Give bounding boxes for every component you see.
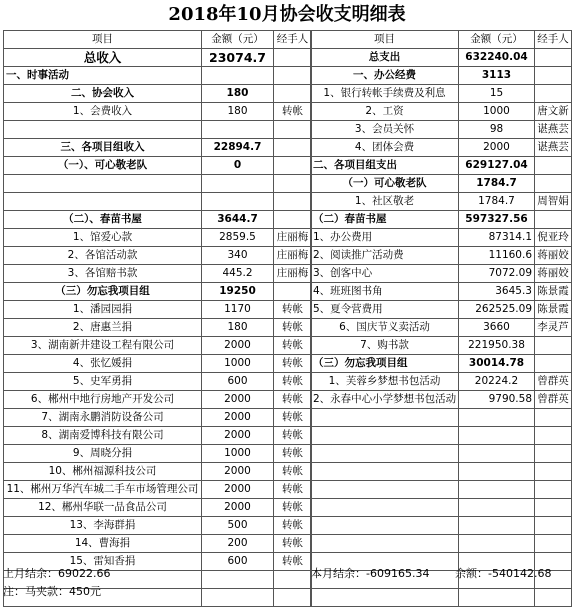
income-row xyxy=(4,535,312,553)
expense-item-cell: 3、会员关怀 xyxy=(311,121,459,139)
income-item-cell: 总收入 xyxy=(4,49,202,67)
expense-header-row xyxy=(311,31,572,49)
income-item-cell xyxy=(4,121,202,139)
expense-handler-cell xyxy=(535,517,572,535)
expense-amount-cell: 262525.09 xyxy=(459,301,535,319)
income-handler-cell xyxy=(274,193,312,211)
expense-row xyxy=(311,337,572,355)
income-amount-cell: 0 xyxy=(202,157,274,175)
income-amount-cell: 3644.7 xyxy=(202,211,274,229)
income-item-cell: 3、湖南新井建设工程有限公司 xyxy=(4,337,202,355)
income-item-cell: 10、郴州福源科技公司 xyxy=(4,463,202,481)
expense-header-amount: 金额（元） xyxy=(459,31,535,49)
income-amount-cell: 2000 xyxy=(202,481,274,499)
income-row xyxy=(4,391,312,409)
expense-row xyxy=(311,229,572,247)
expense-amount-cell: 1784.7 xyxy=(459,175,535,193)
expense-amount-cell xyxy=(459,517,535,535)
expense-amount-cell: 1000 xyxy=(459,103,535,121)
expense-row xyxy=(311,535,572,553)
expense-amount-cell: 1784.7 xyxy=(459,193,535,211)
expense-amount-cell xyxy=(459,535,535,553)
income-handler-cell: 转帐 xyxy=(274,553,312,571)
income-item-cell: 11、郴州万华汽车城二手车市场管理公司 xyxy=(4,481,202,499)
expense-row xyxy=(311,139,572,157)
income-handler-cell xyxy=(274,67,312,85)
income-row xyxy=(4,445,312,463)
expense-item-cell: 2、工资 xyxy=(311,103,459,121)
income-item-cell: 5、史军勇捐 xyxy=(4,373,202,391)
expense-amount-cell: 15 xyxy=(459,85,535,103)
income-amount-cell: 2000 xyxy=(202,409,274,427)
income-item-cell: 15、雷知香捐 xyxy=(4,553,202,571)
expense-item-cell: （一）可心敬老队 xyxy=(311,175,459,193)
income-item-cell: 9、周晓分捐 xyxy=(4,445,202,463)
income-header-handler: 经手人 xyxy=(274,31,312,49)
income-item-cell: 二、协会收入 xyxy=(4,85,202,103)
income-item-cell: 1、潘园园捐 xyxy=(4,301,202,319)
income-amount-cell: 500 xyxy=(202,517,274,535)
expense-row xyxy=(311,193,572,211)
income-handler-cell xyxy=(274,175,312,193)
expense-handler-cell: 谌燕芸 xyxy=(535,139,572,157)
income-item-cell: 14、曹海捐 xyxy=(4,535,202,553)
expense-amount-cell: 2000 xyxy=(459,139,535,157)
income-handler-cell xyxy=(274,211,312,229)
income-row xyxy=(4,427,312,445)
expense-row xyxy=(311,499,572,517)
income-item-cell: 7、湖南永鹏消防设备公司 xyxy=(4,409,202,427)
income-item-cell xyxy=(4,193,202,211)
expense-amount-cell: 20224.2 xyxy=(459,373,535,391)
income-row xyxy=(4,121,312,139)
income-amount-cell: 2000 xyxy=(202,463,274,481)
expense-row xyxy=(311,103,572,121)
expense-row xyxy=(311,409,572,427)
income-row xyxy=(4,499,312,517)
expense-row xyxy=(311,373,572,391)
expense-item-cell: 一、办公经费 xyxy=(311,67,459,85)
expense-item-cell: 4、团体会费 xyxy=(311,139,459,157)
expense-row xyxy=(311,67,572,85)
expense-amount-cell xyxy=(459,481,535,499)
income-row xyxy=(4,481,312,499)
expense-item-cell: 1、办公费用 xyxy=(311,229,459,247)
expense-item-cell xyxy=(311,517,459,535)
expense-handler-cell xyxy=(535,175,572,193)
income-amount-cell: 23074.7 xyxy=(202,49,274,67)
expense-row xyxy=(311,49,572,67)
income-handler-cell xyxy=(274,157,312,175)
income-item-cell: 1、馆爱心款 xyxy=(4,229,202,247)
expense-handler-cell xyxy=(535,157,572,175)
expense-amount-cell xyxy=(459,409,535,427)
expense-handler-cell xyxy=(535,499,572,517)
income-amount-cell: 2000 xyxy=(202,391,274,409)
expense-row xyxy=(311,517,572,535)
expense-row xyxy=(311,175,572,193)
expense-row xyxy=(311,463,572,481)
income-header-amount: 金额（元） xyxy=(202,31,274,49)
expense-item-cell: 3、创客中心 xyxy=(311,265,459,283)
expense-item-cell xyxy=(311,409,459,427)
income-amount-cell xyxy=(202,67,274,85)
expense-amount-cell: 221950.38 xyxy=(459,337,535,355)
expense-handler-cell xyxy=(535,409,572,427)
income-item-cell: 一、时事活动 xyxy=(4,67,202,85)
expense-handler-cell xyxy=(535,445,572,463)
income-amount-cell: 600 xyxy=(202,553,274,571)
income-row xyxy=(4,139,312,157)
expense-amount-cell: 629127.04 xyxy=(459,157,535,175)
expense-row xyxy=(311,319,572,337)
income-amount-cell: 1000 xyxy=(202,445,274,463)
expense-item-cell xyxy=(311,535,459,553)
expense-amount-cell: 11160.6 xyxy=(459,247,535,265)
income-handler-cell: 转帐 xyxy=(274,391,312,409)
income-row xyxy=(4,175,312,193)
income-handler-cell: 转帐 xyxy=(274,319,312,337)
income-header-item: 项目 xyxy=(4,31,202,49)
income-row xyxy=(4,157,312,175)
footnote: 注：马夹款：450元 xyxy=(3,585,101,598)
income-amount-cell: 2000 xyxy=(202,499,274,517)
income-item-cell: 6、郴州中地行房地产开发公司 xyxy=(4,391,202,409)
income-row xyxy=(4,229,312,247)
income-row xyxy=(4,49,312,67)
income-handler-cell: 转帐 xyxy=(274,355,312,373)
expense-row xyxy=(311,85,572,103)
last-month-balance: 上月结余：69022.66 xyxy=(3,567,111,580)
income-handler-cell: 转帐 xyxy=(274,481,312,499)
income-item-cell xyxy=(4,175,202,193)
income-item-cell: 12、郴州华联一品食品公司 xyxy=(4,499,202,517)
expense-handler-cell xyxy=(535,337,572,355)
income-item-cell: 4、张忆媛捐 xyxy=(4,355,202,373)
income-handler-cell: 转帐 xyxy=(274,427,312,445)
expense-item-cell: 2、阅读推广活动费 xyxy=(311,247,459,265)
expense-row xyxy=(311,157,572,175)
expense-table xyxy=(310,30,572,607)
remaining-balance: 余额：-540142.68 xyxy=(455,567,552,580)
expense-handler-cell xyxy=(535,535,572,553)
expense-handler-cell xyxy=(535,355,572,373)
expense-section xyxy=(310,30,572,607)
income-handler-cell: 庄丽梅 xyxy=(274,247,312,265)
income-amount-cell: 445.2 xyxy=(202,265,274,283)
income-row xyxy=(4,247,312,265)
expense-handler-cell xyxy=(535,211,572,229)
income-row xyxy=(4,409,312,427)
expense-row xyxy=(311,481,572,499)
income-amount-cell: 1000 xyxy=(202,355,274,373)
expense-item-cell: 总支出 xyxy=(311,49,459,67)
expense-handler-cell: 周智娟 xyxy=(535,193,572,211)
expense-handler-cell: 蒋丽姣 xyxy=(535,247,572,265)
income-section xyxy=(3,30,312,607)
income-amount-cell: 200 xyxy=(202,535,274,553)
income-row xyxy=(4,373,312,391)
expense-handler-cell: 曾群英 xyxy=(535,391,572,409)
expense-amount-cell: 632240.04 xyxy=(459,49,535,67)
income-handler-cell xyxy=(274,85,312,103)
expense-item-cell: （二）春苗书屋 xyxy=(311,211,459,229)
expense-item-cell: 1、银行转帐手续费及利息 xyxy=(311,85,459,103)
expense-row xyxy=(311,247,572,265)
income-handler-cell: 转帐 xyxy=(274,517,312,535)
expense-handler-cell: 倪亚玲 xyxy=(535,229,572,247)
expense-amount-cell: 3660 xyxy=(459,319,535,337)
income-handler-cell: 庄丽梅 xyxy=(274,265,312,283)
income-amount-cell: 1170 xyxy=(202,301,274,319)
expense-amount-cell: 30014.78 xyxy=(459,355,535,373)
income-handler-cell: 转帐 xyxy=(274,103,312,121)
expense-amount-cell: 597327.56 xyxy=(459,211,535,229)
expense-amount-cell xyxy=(459,445,535,463)
income-amount-cell: 2000 xyxy=(202,337,274,355)
expense-item-cell: 1、社区敬老 xyxy=(311,193,459,211)
expense-handler-cell: 蒋丽姣 xyxy=(535,265,572,283)
expense-item-cell: 5、夏令营费用 xyxy=(311,301,459,319)
expense-amount-cell: 98 xyxy=(459,121,535,139)
expense-handler-cell xyxy=(535,481,572,499)
expense-item-cell xyxy=(311,463,459,481)
expense-row xyxy=(311,355,572,373)
income-row xyxy=(4,67,312,85)
expense-row xyxy=(311,121,572,139)
income-handler-cell: 庄丽梅 xyxy=(274,229,312,247)
income-amount-cell: 180 xyxy=(202,103,274,121)
income-row xyxy=(4,283,312,301)
income-item-cell: （一）、可心敬老队 xyxy=(4,157,202,175)
expense-amount-cell: 3113 xyxy=(459,67,535,85)
expense-amount-cell: 87314.1 xyxy=(459,229,535,247)
expense-handler-cell: 唐文新 xyxy=(535,103,572,121)
income-handler-cell: 转帐 xyxy=(274,409,312,427)
income-item-cell: 13、李海群捐 xyxy=(4,517,202,535)
income-amount-cell: 2000 xyxy=(202,427,274,445)
income-amount-cell: 340 xyxy=(202,247,274,265)
expense-item-cell: 1、芙蓉乡梦想书包活动 xyxy=(311,373,459,391)
income-handler-cell xyxy=(274,49,312,67)
income-amount-cell xyxy=(202,193,274,211)
expense-amount-cell: 7072.09 xyxy=(459,265,535,283)
expense-row xyxy=(311,211,572,229)
income-row xyxy=(4,463,312,481)
income-row xyxy=(4,319,312,337)
income-item-cell: 1、会费收入 xyxy=(4,103,202,121)
income-row xyxy=(4,517,312,535)
income-amount-cell: 600 xyxy=(202,373,274,391)
income-handler-cell: 转帐 xyxy=(274,463,312,481)
this-month-balance: 本月结余：-609165.34 xyxy=(311,567,430,580)
income-row xyxy=(4,211,312,229)
income-item-cell: （二）、春苗书屋 xyxy=(4,211,202,229)
expense-handler-cell xyxy=(535,49,572,67)
income-row xyxy=(4,103,312,121)
expense-row xyxy=(311,391,572,409)
expense-item-cell: 2、永春中心小学梦想书包活动 xyxy=(311,391,459,409)
income-row xyxy=(4,193,312,211)
income-item-cell: 8、湖南爱博科技有限公司 xyxy=(4,427,202,445)
income-amount-cell: 19250 xyxy=(202,283,274,301)
expense-handler-cell xyxy=(535,67,572,85)
income-amount-cell: 2859.5 xyxy=(202,229,274,247)
expense-item-cell: （三）勿忘我项目组 xyxy=(311,355,459,373)
income-handler-cell: 转帐 xyxy=(274,499,312,517)
income-header-row xyxy=(4,31,312,49)
expense-amount-cell xyxy=(459,427,535,445)
expense-item-cell xyxy=(311,427,459,445)
income-item-cell: 3、各馆赔书款 xyxy=(4,265,202,283)
income-item-cell: （三）勿忘我项目组 xyxy=(4,283,202,301)
income-amount-cell xyxy=(202,121,274,139)
income-row xyxy=(4,85,312,103)
income-row xyxy=(4,265,312,283)
income-handler-cell xyxy=(274,139,312,157)
income-item-cell: 三、各项目组收入 xyxy=(4,139,202,157)
expense-handler-cell: 陈景霞 xyxy=(535,301,572,319)
expense-item-cell xyxy=(311,445,459,463)
ledger-sheet xyxy=(3,30,571,590)
income-amount-cell: 180 xyxy=(202,319,274,337)
income-table xyxy=(3,30,312,607)
expense-row xyxy=(311,283,572,301)
expense-row xyxy=(311,427,572,445)
expense-handler-cell xyxy=(535,463,572,481)
expense-handler-cell: 谌燕芸 xyxy=(535,121,572,139)
income-handler-cell: 转帐 xyxy=(274,337,312,355)
income-handler-cell xyxy=(274,283,312,301)
income-amount-cell: 22894.7 xyxy=(202,139,274,157)
income-handler-cell: 转帐 xyxy=(274,445,312,463)
income-item-cell: 2、各馆活动款 xyxy=(4,247,202,265)
expense-item-cell: 二、各项目组支出 xyxy=(311,157,459,175)
expense-handler-cell: 曾群英 xyxy=(535,373,572,391)
income-handler-cell: 转帐 xyxy=(274,373,312,391)
expense-handler-cell: 李灵芦 xyxy=(535,319,572,337)
income-amount-cell xyxy=(202,175,274,193)
expense-handler-cell xyxy=(535,427,572,445)
expense-header-item: 项目 xyxy=(311,31,459,49)
income-row xyxy=(4,337,312,355)
page-title: 2018年10月协会收支明细表 xyxy=(168,4,406,25)
expense-item-cell xyxy=(311,481,459,499)
expense-amount-cell xyxy=(459,463,535,481)
income-row xyxy=(4,301,312,319)
expense-header-handler: 经手人 xyxy=(535,31,572,49)
expense-amount-cell: 9790.58 xyxy=(459,391,535,409)
expense-amount-cell: 3645.3 xyxy=(459,283,535,301)
expense-item-cell: 4、班班图书角 xyxy=(311,283,459,301)
expense-item-cell: 7、购书款 xyxy=(311,337,459,355)
expense-item-cell: 6、国庆节义卖活动 xyxy=(311,319,459,337)
income-amount-cell: 180 xyxy=(202,85,274,103)
income-handler-cell: 转帐 xyxy=(274,301,312,319)
expense-handler-cell: 陈景霞 xyxy=(535,283,572,301)
expense-row xyxy=(311,265,572,283)
expense-row xyxy=(311,445,572,463)
summary-footer xyxy=(3,562,571,600)
income-handler-cell xyxy=(274,121,312,139)
income-handler-cell: 转帐 xyxy=(274,535,312,553)
income-row xyxy=(4,355,312,373)
expense-row xyxy=(311,301,572,319)
expense-amount-cell xyxy=(459,499,535,517)
income-item-cell: 2、唐惠兰捐 xyxy=(4,319,202,337)
expense-item-cell xyxy=(311,499,459,517)
expense-handler-cell xyxy=(535,85,572,103)
